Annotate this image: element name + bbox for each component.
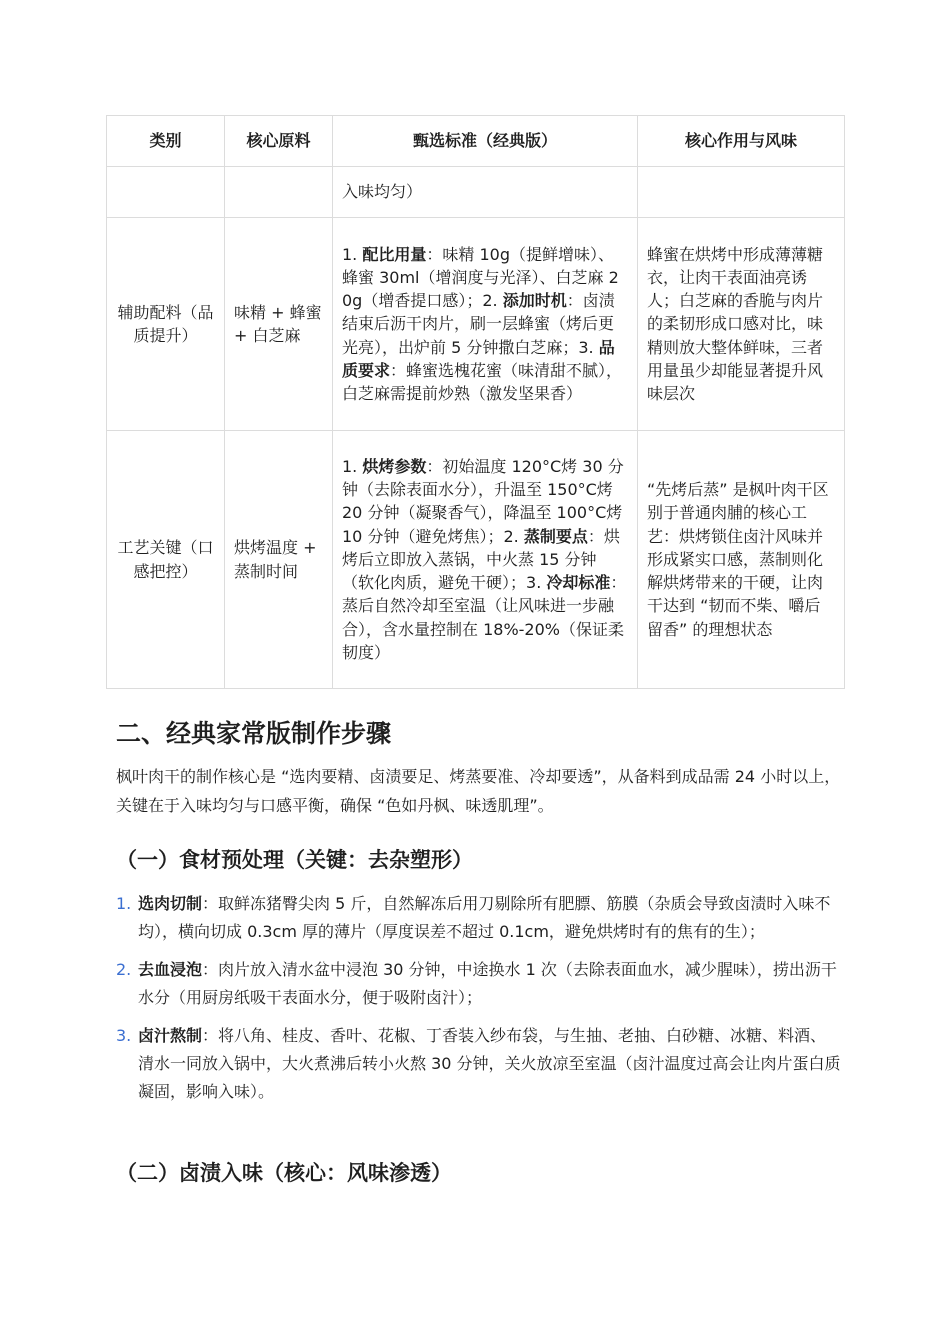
step-label: 卤汁熬制 bbox=[138, 1026, 203, 1045]
list-item bbox=[116, 890, 842, 946]
table-header-row bbox=[107, 116, 845, 167]
row-process-effect: “先烤后蒸” 是枫叶肉干区别于普通肉脯的核心工艺：烘烤锁住卤汁风味并形成紧实口感，蒸制则化解烘烤带来的干硬，让肉干达到 “韧而不柴、嚼后留香” 的理想状态 bbox=[638, 431, 845, 689]
std-text: ：味精 10g（提鲜增味）、蜂蜜 30ml（增润度与光泽）、白芝麻 20g（增香提口感）； bbox=[342, 244, 619, 311]
section-intro: 枫叶肉干的制作核心是 “选肉要精、卤渍要足、烤蒸要准、冷却要透”，从备料到成品需 24 小时以上，关键在于入味均匀与口感平衡，确保 “色如丹枫、味透肌理”。 bbox=[116, 767, 841, 815]
row-process-category: 工艺关键（口感把控） bbox=[107, 431, 225, 689]
subsection-title-marinate: （二）卤渍入味（核心：风味渗透） bbox=[116, 1161, 452, 1185]
list-item bbox=[116, 1022, 842, 1106]
ingredient-table bbox=[106, 115, 845, 689]
header-effect: 核心作用与风味 bbox=[638, 116, 845, 167]
table-row bbox=[107, 218, 845, 431]
row-aux-ingredient: 味精 + 蜂蜜 + 白芝麻 bbox=[225, 218, 333, 431]
std-label: 配比用量 bbox=[362, 244, 427, 264]
std-label: 品质要求 bbox=[342, 337, 615, 380]
list-number: 1. bbox=[116, 894, 132, 913]
step-label: 选肉切制 bbox=[138, 894, 203, 913]
row-process-ingredient: 烘烤温度 + 蒸制时间 bbox=[225, 431, 333, 689]
std-text: ：烘烤后立即放入蒸锅，中火蒸 15 分钟（软化肉质，避免干硬）； bbox=[342, 526, 620, 593]
step-number: 1. bbox=[342, 244, 363, 264]
std-label: 冷却标准 bbox=[546, 573, 611, 593]
list-number: 2. bbox=[116, 960, 132, 979]
step-text: ：取鲜冻猪臀尖肉 5 斤，自然解冻后用刀剔除所有肥膘、筋膜（杂质会导致卤渍时入味不均），横向切成 0.3cm 厚的薄片（厚度误差不超过 0.1cm，避免烘烤时有的焦有的生）； bbox=[138, 894, 831, 941]
step-number: 2. bbox=[503, 526, 524, 546]
row-aux-standard bbox=[333, 218, 638, 431]
step-number: 1. bbox=[342, 457, 363, 477]
header-category: 类别 bbox=[107, 116, 225, 167]
std-text: ：初始温度 120°C烤 30 分钟（去除表面水分），升温至 150°C烤 20 分钟（凝聚香气），降温至 100°C烤 10 分钟（避免烤焦）； bbox=[342, 457, 624, 546]
table-cell-continuation: 入味均匀） bbox=[333, 167, 638, 218]
std-text: ：蜂蜜选槐花蜜（味清甜不腻），白芝麻需提前炒熟（激发坚果香） bbox=[342, 360, 623, 403]
list-number: 3. bbox=[116, 1026, 132, 1045]
step-number: 3. bbox=[526, 573, 547, 593]
row-aux-category: 辅助配料（品质提升） bbox=[107, 218, 225, 431]
step-label: 去血浸泡 bbox=[138, 960, 203, 979]
section-title: 二、经典家常版制作步骤 bbox=[116, 719, 392, 748]
std-label: 蒸制要点 bbox=[523, 526, 588, 546]
prep-steps-list bbox=[116, 890, 842, 1116]
subsection-title-prep: （一）食材预处理（关键：去杂塑形） bbox=[116, 848, 473, 872]
step-text: ：肉片放入清水盆中浸泡 30 分钟，中途换水 1 次（去除表面血水，减少腥味），捞出沥干水分（用厨房纸吸干表面水分，便于吸附卤汁）； bbox=[138, 960, 837, 1007]
row-process-standard bbox=[333, 431, 638, 689]
table-cell bbox=[107, 167, 225, 218]
table-cell bbox=[225, 167, 333, 218]
row-aux-effect: 蜂蜜在烘烤中形成薄薄糖衣，让肉干表面油亮诱人；白芝麻的香脆与肉片的柔韧形成口感对比，味精则放大整体鲜味，三者用量虽少却能显著提升风味层次 bbox=[638, 218, 845, 431]
table-row bbox=[107, 167, 845, 218]
std-label: 添加时机 bbox=[502, 291, 567, 311]
step-number: 2. bbox=[482, 291, 503, 311]
header-ingredient: 核心原料 bbox=[225, 116, 333, 167]
header-standard: 甄选标准（经典版） bbox=[333, 116, 638, 167]
table-row bbox=[107, 431, 845, 689]
std-label: 烘烤参数 bbox=[362, 457, 427, 477]
table-cell bbox=[638, 167, 845, 218]
list-item bbox=[116, 956, 842, 1012]
step-number: 3. bbox=[578, 337, 599, 357]
std-text: ：蒸后自然冷却至室温（让风味进一步融合），含水量控制在 18%-20%（保证柔韧度） bbox=[342, 573, 627, 662]
step-text: ：将八角、桂皮、香叶、花椒、丁香装入纱布袋，与生抽、老抽、白砂糖、冰糖、料酒、清水一同放入锅中，大火煮沸后转小火熬 30 分钟，关火放凉至室温（卤汁温度过高会让肉片蛋白质凝固，影响入味）。 bbox=[138, 1026, 841, 1101]
std-text: ：卤渍结束后沥干肉片，刷一层蜂蜜（烤后更光亮），出炉前 5 分钟撒白芝麻； bbox=[342, 291, 615, 357]
